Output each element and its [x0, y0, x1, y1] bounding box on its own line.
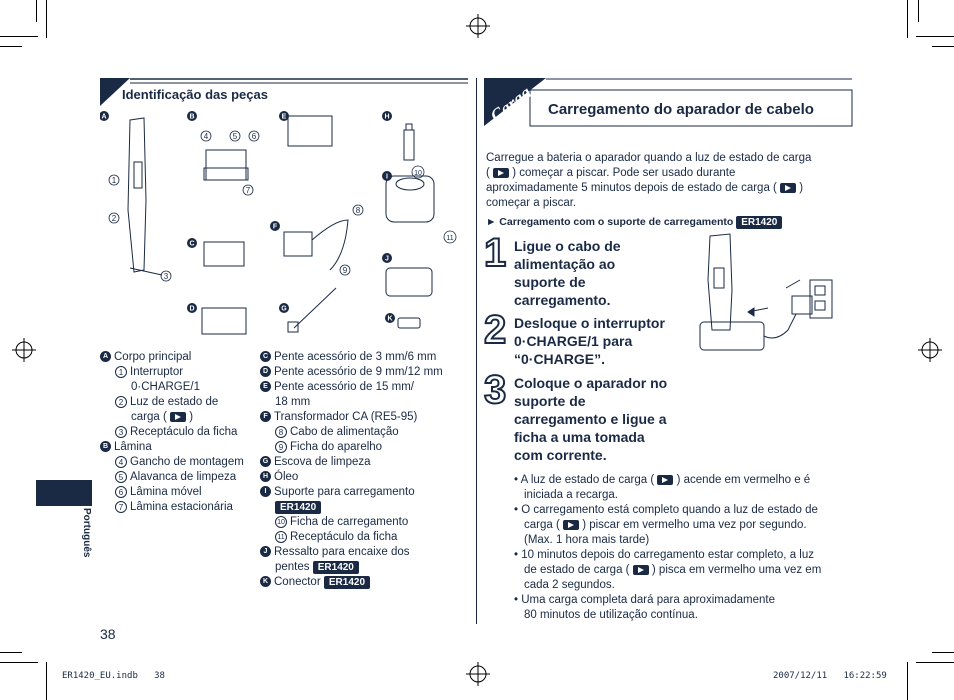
left-header	[100, 78, 468, 108]
svg-text:H: H	[384, 113, 390, 121]
svg-text:K: K	[387, 315, 393, 323]
svg-text:A: A	[101, 113, 107, 121]
model-tag: ER1420	[275, 501, 321, 514]
svg-text:6: 6	[251, 132, 257, 141]
model-tag: ER1420	[736, 216, 782, 229]
right-header	[484, 78, 854, 128]
notes-list	[514, 473, 854, 623]
list-item: 1 Interruptor	[100, 365, 260, 380]
list-item: A Corpo principal	[100, 350, 260, 365]
list-item: 9 Ficha do aparelho	[260, 440, 470, 455]
charging-illustration	[696, 230, 856, 360]
list-item-cont: carga ( ) piscar em vermelho uma vez por segundo.	[524, 519, 807, 531]
parts-list-col2	[260, 350, 470, 590]
registration-mark-icon	[466, 14, 490, 38]
svg-text:4: 4	[203, 132, 209, 141]
column-divider	[476, 78, 477, 624]
list-item: D Pente acessório de 9 mm/12 mm	[260, 365, 470, 380]
list-item: G Escova de limpeza	[260, 455, 470, 470]
step-number: 1	[484, 231, 507, 275]
svg-text:1: 1	[111, 176, 117, 185]
model-tag: ER1420	[313, 561, 359, 574]
svg-text:J: J	[385, 255, 389, 263]
svg-text:8: 8	[355, 206, 361, 215]
list-item-cont: cada 2 segundos.	[524, 579, 615, 591]
charge-led-icon	[170, 412, 186, 422]
svg-text:C: C	[189, 240, 195, 248]
charge-led-icon	[563, 520, 579, 530]
svg-text:E: E	[281, 113, 287, 121]
list-item: 10 Ficha de carregamento	[260, 515, 470, 530]
list-item-cont: pentes ER1420	[260, 560, 470, 575]
footer-file: ER1420_EU.indb 38	[62, 671, 165, 681]
list-item: H Óleo	[260, 470, 470, 485]
registration-mark-icon	[12, 338, 36, 362]
step-text: Desloque o interruptor 0·CHARGE/1 para “0·CHARGE”.	[514, 315, 665, 367]
step-text: Ligue o cabo de alimentação ao suporte de carregamento.	[514, 238, 621, 308]
parts-diagram	[100, 110, 470, 340]
list-item: F Transformador CA (RE5-95)	[260, 410, 470, 425]
list-item-cont: carga ( )	[131, 411, 194, 423]
list-item: K Conector ER1420	[260, 575, 470, 590]
list-item: • A luz de estado de carga ( ) acende em vermelho e é	[514, 474, 811, 486]
list-item: 2 Luz de estado de	[100, 395, 260, 410]
list-item-cont: (Max. 1 hora mais tarde)	[524, 534, 650, 546]
svg-text:2: 2	[111, 214, 117, 223]
list-item: 5 Alavanca de limpeza	[100, 470, 260, 485]
list-item: 6 Lâmina móvel	[100, 485, 260, 500]
svg-text:5: 5	[232, 132, 238, 141]
list-item: • O carregamento está completo quando a luz de estado de	[514, 504, 818, 516]
list-item: I Suporte para carregamento	[260, 485, 470, 500]
step-text: Coloque o aparador no suporte de carregamento e ligue a ficha a uma tomada com corrente.	[514, 375, 668, 463]
step-number: 3	[484, 368, 507, 412]
svg-text:F: F	[272, 223, 278, 231]
corner-label: Carga	[486, 82, 535, 127]
sub-heading: ► Carregamento com o suporte de carregamento ER1420	[486, 216, 782, 229]
charge-led-icon	[780, 183, 796, 193]
list-item: J Ressalto para encaixe dos	[260, 545, 470, 560]
list-item: 11 Receptáculo da ficha	[260, 530, 470, 545]
step-number: 2	[484, 308, 507, 352]
list-item: E Pente acessório de 15 mm/	[260, 380, 470, 395]
footer-datetime: 2007/12/11 16:22:59	[773, 671, 887, 681]
model-tag: ER1420	[324, 576, 370, 589]
parts-list-col1	[100, 350, 260, 515]
svg-text:B: B	[189, 113, 195, 121]
list-item-cont: 80 minutos de utilização contínua.	[524, 609, 698, 621]
section-title: Carregamento do aparador de cabelo	[548, 101, 814, 118]
list-item: 4 Gancho de montagem	[100, 455, 260, 470]
svg-text:7: 7	[245, 186, 251, 195]
charge-led-icon	[657, 475, 673, 485]
language-label: Português	[81, 508, 92, 558]
intro-text: Carregue a bateria o aparador quando a luz de estado de carga ( ) começar a piscar. Pode ser usado durante aproximadamente 5 minutos depois de estado de carga ( ) começar a piscar.	[486, 152, 812, 209]
svg-text:3: 3	[163, 272, 169, 281]
svg-text:9: 9	[342, 266, 348, 275]
section-title: Identificação das peças	[122, 87, 268, 102]
charge-led-icon	[633, 565, 649, 575]
list-item-cont: 18 mm	[275, 396, 311, 408]
svg-text:10: 10	[414, 170, 422, 177]
registration-mark-icon	[918, 338, 942, 362]
charge-led-icon	[493, 168, 509, 178]
registration-mark-icon	[466, 662, 490, 686]
svg-text:I: I	[386, 173, 388, 181]
list-item-cont: de estado de carga ( ) pisca em vermelho uma vez em	[524, 564, 822, 576]
svg-text:G: G	[281, 305, 287, 313]
list-item: 7 Lâmina estacionária	[100, 500, 260, 515]
list-item: • 10 minutos depois do carregamento estar completo, a luz	[514, 549, 814, 561]
list-item-cont	[260, 500, 470, 515]
svg-text:11: 11	[446, 235, 454, 242]
list-item: • Uma carga completa dará para aproximadamente	[514, 594, 775, 606]
list-item: 3 Receptáculo da ficha	[100, 425, 260, 440]
list-item-cont: iniciada a recarga.	[524, 489, 618, 501]
list-item: C Pente acessório de 3 mm/6 mm	[260, 350, 470, 365]
page-number: 38	[100, 626, 116, 642]
list-item: B Lâmina	[100, 440, 260, 455]
svg-text:D: D	[189, 305, 195, 313]
list-item: 8 Cabo de alimentação	[260, 425, 470, 440]
language-tab	[36, 480, 92, 506]
list-item-cont: 0·CHARGE/1	[131, 381, 201, 393]
